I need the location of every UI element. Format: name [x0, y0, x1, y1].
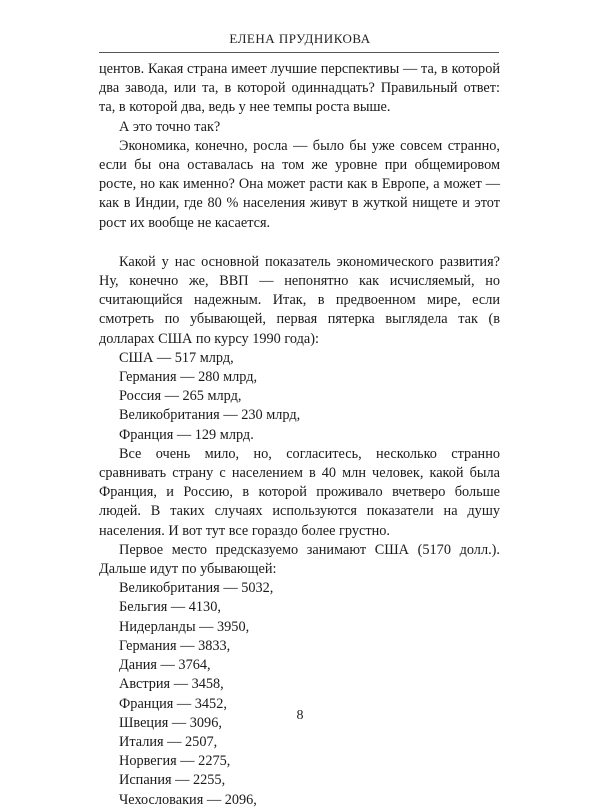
gdp-per-capita-list: [99, 579, 500, 809]
list-item: Чехословакия — 2096,: [119, 791, 257, 808]
list-item: Швеция — 3096,: [119, 714, 222, 731]
paragraph: Все очень мило, но, согласитесь, несколько странно сравнивать страну с населением в 40 млн человек, какой была Франция, и Россию, в которой проживало вчетверо больше людей. В таких случаях используются показатели на душу населения. И вот тут все гораздо более грустно.: [99, 445, 500, 539]
list-item: Франция — 3452,: [119, 695, 227, 712]
list-item: Италия — 2507,: [119, 733, 218, 750]
list-item: США — 517 млрд,: [119, 349, 234, 366]
list-item: Россия — 265 млрд,: [119, 388, 242, 405]
paragraph: центов. Какая страна имеет лучшие перспективы — та, в которой два завода, или та, в которой одиннадцать? Правильный ответ: та, в которой два, ведь у нее темпы роста выше.: [99, 61, 500, 116]
list-item: Великобритания — 230 млрд,: [119, 407, 301, 424]
section-gap: [99, 233, 500, 253]
body-text: [99, 60, 500, 810]
list-item: Дания — 3764,: [119, 657, 211, 674]
gdp-total-list: [99, 349, 500, 445]
list-item: Испания — 2255,: [119, 772, 226, 789]
paragraph: А это точно так?: [119, 118, 221, 135]
list-item: Франция — 129 млрд.: [119, 426, 254, 443]
running-head: ЕЛЕНА ПРУДНИКОВА: [229, 31, 371, 46]
header-rule: [99, 52, 499, 53]
list-item: Германия — 280 млрд,: [119, 369, 258, 386]
list-item: Австрия — 3458,: [119, 676, 224, 693]
paragraph: Первое место предсказуемо занимают США (5170 долл.). Дальше идут по убывающей:: [99, 541, 500, 578]
paragraph: Какой у нас основной показатель экономического развития? Ну, конечно же, ВВП — непонятно как исчисляемый, но считающийся надежным. Итак, в предвоенном мире, если смотреть по убывающей, первая пятерка выглядела так (в долларах США по курсу 1990 года):: [99, 253, 500, 347]
list-item: Норвегия — 2275,: [119, 753, 231, 770]
list-item: Нидерланды — 3950,: [119, 618, 250, 635]
list-item: Бельгия — 4130,: [119, 599, 221, 616]
page-number: 8: [296, 708, 304, 723]
paragraph: Экономика, конечно, росла — было бы уже совсем странно, если бы она оставалась на том же уровне при общемировом росте, но как именно? Она может расти как в Европе, а может — как в Индии, где 80 % населения живут в жуткой нищете и этот рост их вообще не касается.: [99, 137, 500, 231]
list-item: Германия — 3833,: [119, 637, 231, 654]
list-item: Великобритания — 5032,: [119, 580, 274, 597]
